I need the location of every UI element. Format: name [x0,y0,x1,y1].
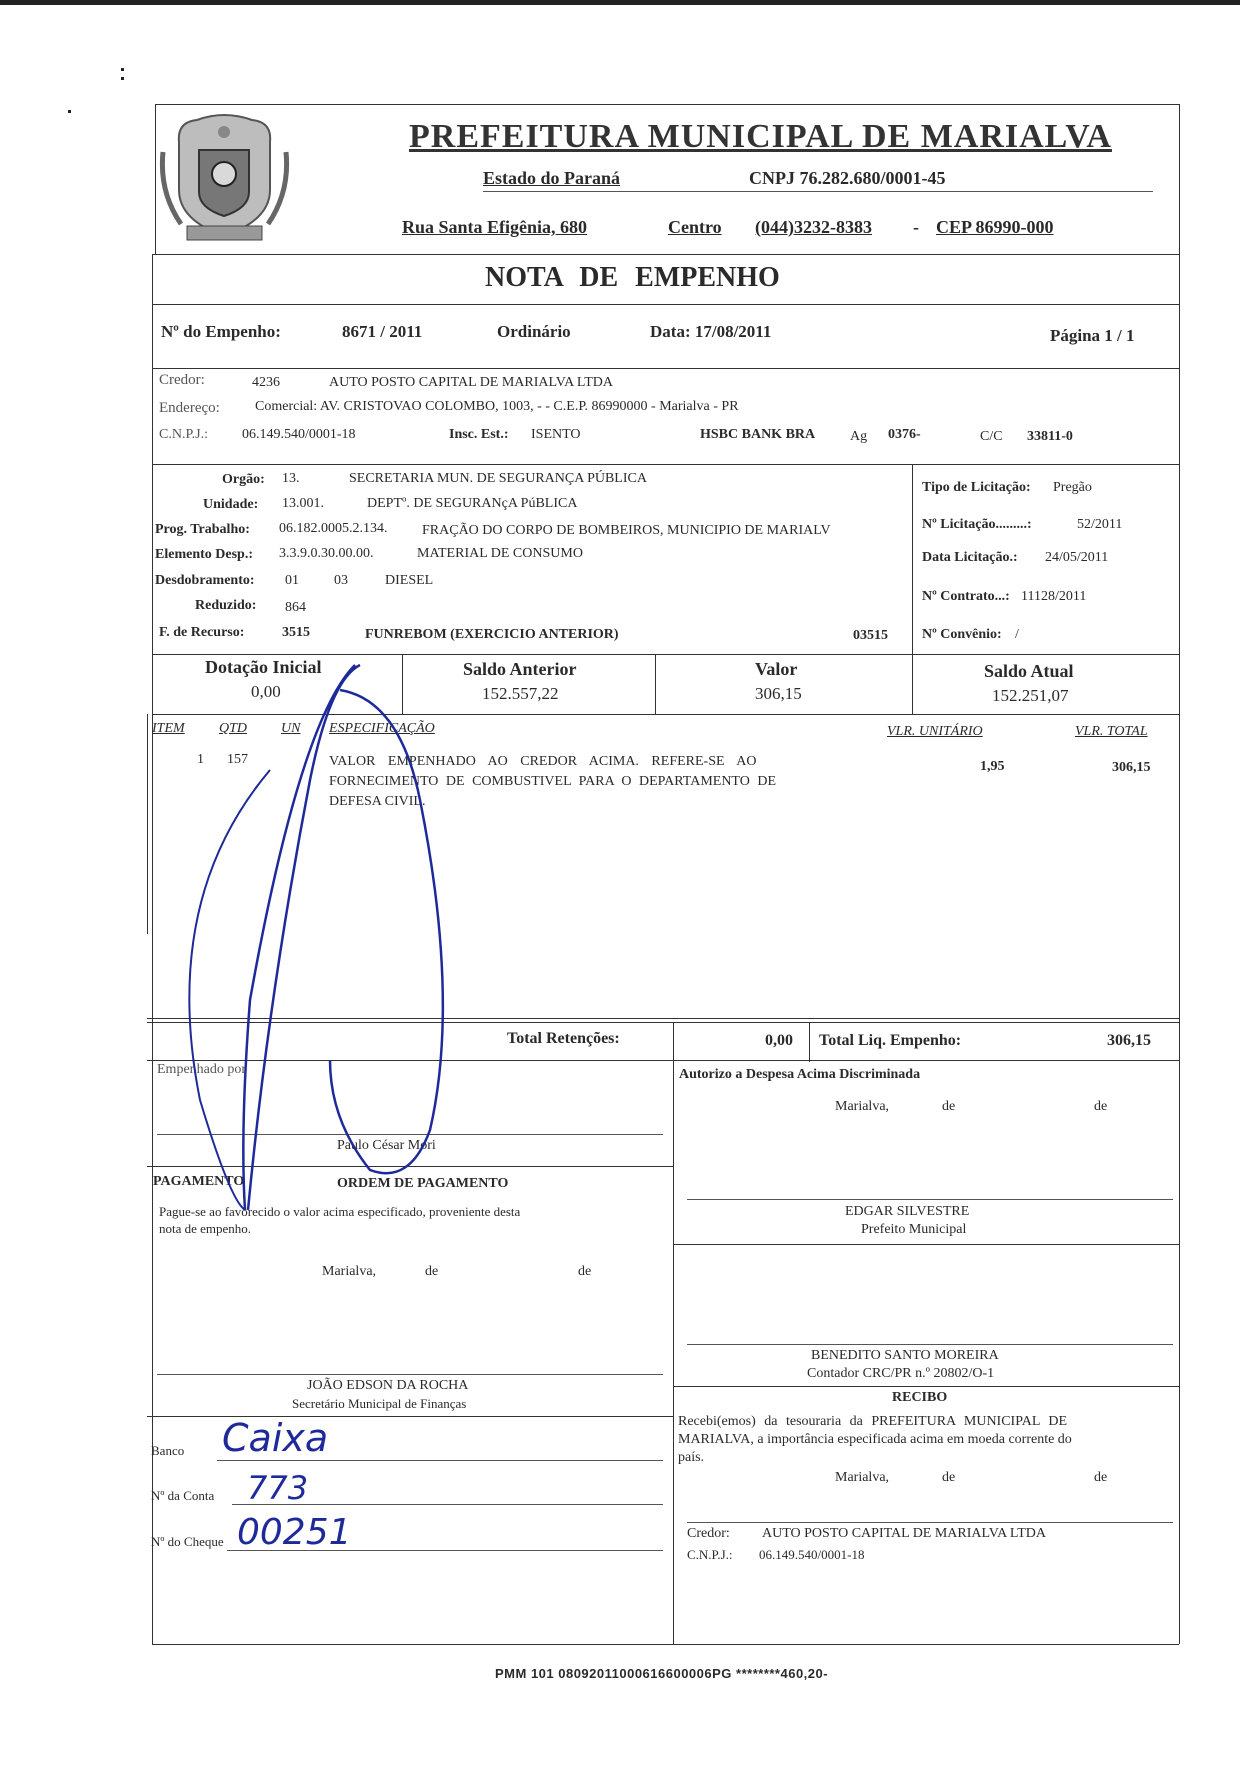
credor-name: AUTO POSTO CAPITAL DE MARIALVA LTDA [329,375,613,390]
credor-label: Credor: [159,372,205,388]
contador-role: Contador CRC/PR n.º 20802/O-1 [807,1366,995,1381]
footer-barcode-text: PMM 101 08092011000616600006PG ********460,20- [495,1666,829,1681]
reduzido-label: Reduzido: [195,598,257,613]
credor-code: 4236 [252,375,280,390]
prog-label: Prog. Trabalho: [155,522,250,537]
ag-label: Ag [850,429,868,444]
total-liq-value: 306,15 [1107,1032,1151,1049]
total-retencoes-label: Total Retenções: [507,1030,620,1047]
orgao-value: SECRETARIA MUN. DE SEGURANÇA PÚBLICA [349,471,647,486]
doc-title: NOTA DE EMPENHO [485,262,780,293]
col-vlr-unitario-header: VLR. UNITÁRIO [887,724,983,739]
header-cnpj: CNPJ 76.282.680/0001-45 [749,168,946,188]
header-dash: - [913,217,919,237]
tipo-licitacao-label: Tipo de Licitação: [922,480,1031,495]
desd-label: Desdobramento: [155,573,255,588]
autorizo-de: de [1094,1099,1108,1114]
contador-name: BENEDITO SANTO MOREIRA [811,1348,999,1363]
col-item-header: ITEM [152,721,185,736]
recibo-text: país. [678,1450,705,1465]
pagamento-de: de [425,1264,439,1279]
endereco-value: Comercial: AV. CRISTOVAO COLOMBO, 1003, - - C.E.P. 86990000 - Marialva - PR [255,399,739,414]
cnpj-value: 06.149.540/0001-18 [242,427,356,442]
secretario-name: JOÃO EDSON DA ROCHA [307,1378,469,1393]
n-licitacao-value: 52/2011 [1077,517,1123,532]
recurso-value: FUNREBOM (EXERCICIO ANTERIOR) [365,627,619,642]
empenho-number-label: Nº do Empenho: [161,322,281,341]
recibo-credor-label: Credor: [687,1526,730,1541]
recurso-code-2: 03515 [853,628,888,643]
header-phone: (044)3232-8383 [755,217,872,237]
cc-label: C/C [980,429,1003,444]
dotacao-inicial-value: 0,00 [251,682,281,701]
autorizo-de: de [942,1099,956,1114]
header-address: Rua Santa Efigênia, 680 [402,217,588,237]
recibo-text: Recebi(emos) da tesouraria da PREFEITURA MUNICIPAL DE [678,1414,1068,1429]
endereco-label: Endereço: [159,400,220,416]
pagamento-text: nota de empenho. [159,1221,252,1236]
banco-label: Banco [151,1443,185,1458]
cnpj-label: C.N.P.J.: [159,427,209,442]
desd-a: 01 [285,573,299,588]
autorizo-label: Autorizo a Despesa Acima Discriminada [679,1067,921,1082]
saldo-atual-value: 152.251,07 [992,686,1069,705]
item-spec-line: FORNECIMENTO DE COMBUSTIVEL PARA O DEPARTAMENTO DE [329,774,777,789]
n-licitacao-label: Nº Licitação.........: [922,517,1032,532]
orgao-code: 13. [282,471,300,486]
header-state: Estado do Paraná [483,168,621,188]
data-licitacao-value: 24/05/2011 [1045,550,1109,565]
prog-code: 06.182.0005.2.134. [279,521,388,536]
orgao-label: Orgão: [222,472,265,487]
item-spec-line: DEFESA CIVIL. [329,794,426,809]
cheque-label: Nº do Cheque [151,1534,224,1549]
elem-code: 3.3.9.0.30.00.00. [279,546,374,561]
col-vlr-total-header: VLR. TOTAL [1075,724,1148,739]
recibo-cnpj-label: C.N.P.J.: [687,1547,733,1562]
pagamento-label: PAGAMENTO [153,1174,245,1189]
empenhado-por-name: Paulo César Mori [337,1138,436,1153]
pagamento-text: Pague-se ao favorecido o valor acima especificado, proveniente desta [159,1204,521,1219]
desd-b: 03 [334,573,348,588]
recibo-title: RECIBO [892,1390,948,1405]
ag-value: 0376- [888,427,921,442]
insc-label: Insc. Est.: [449,427,509,442]
empenho-kind: Ordinário [497,322,571,341]
empenho-page: Página 1 / 1 [1050,326,1135,345]
insc-value: ISENTO [531,427,581,442]
autorizo-city: Marialva, [835,1099,890,1114]
pagamento-city: Marialva, [322,1264,377,1279]
empenho-date: Data: 17/08/2011 [650,322,772,341]
dotacao-inicial-label: Dotação Inicial [205,657,322,677]
header-cep: CEP 86990-000 [936,217,1054,237]
prefeito-name: EDGAR SILVESTRE [845,1204,970,1219]
ordem-pagamento-title: ORDEM DE PAGAMENTO [337,1176,509,1191]
elem-value: MATERIAL DE CONSUMO [417,546,583,561]
item-qtd: 157 [227,752,248,767]
item-vlr-unitario: 1,95 [980,759,1005,774]
recibo-de: de [942,1470,956,1485]
n-convenio-label: Nº Convênio: [922,627,1002,642]
recibo-city: Marialva, [835,1470,890,1485]
valor-value: 306,15 [755,684,802,703]
item-number: 1 [197,752,204,767]
saldo-anterior-label: Saldo Anterior [463,659,577,679]
cheque-value: 00251 [237,1512,352,1553]
n-contrato-label: Nº Contrato...: [922,589,1010,604]
col-un-header: UN [281,721,301,736]
col-qtd-header: QTD [219,721,248,736]
data-licitacao-label: Data Licitação.: [922,550,1018,565]
tipo-licitacao-value: Pregão [1053,480,1092,495]
item-vlr-total: 306,15 [1112,760,1151,775]
item-spec-line: VALOR EMPENHADO AO CREDOR ACIMA. REFERE-SE AO [329,754,757,769]
prog-value: FRAÇÃO DO CORPO DE BOMBEIROS, MUNICIPIO DE MARIALV [422,523,831,538]
banco-value: Caixa [222,1416,329,1460]
recibo-credor-value: AUTO POSTO CAPITAL DE MARIALVA LTDA [762,1526,1046,1541]
unidade-label: Unidade: [203,497,259,512]
unidade-value: DEPTº. DE SEGURANçA PúBLICA [367,496,578,511]
col-especificacao-header: ESPECIFICAÇÃO [329,721,435,736]
bank-name: HSBC BANK BRA [700,427,816,442]
cc-value: 33811-0 [1027,429,1073,444]
total-retencoes-value: 0,00 [765,1032,793,1049]
empenhado-por-label: Empenhado por [157,1062,247,1077]
total-liq-label: Total Liq. Empenho: [819,1032,962,1049]
header-district: Centro [668,217,722,237]
n-convenio-value: / [1015,627,1019,642]
valor-label: Valor [755,659,798,679]
header-title: PREFEITURA MUNICIPAL DE MARIALVA [409,118,1112,155]
elem-label: Elemento Desp.: [155,547,253,562]
recurso-code: 3515 [282,625,310,640]
saldo-anterior-value: 152.557,22 [482,684,559,703]
recibo-cnpj-value: 06.149.540/0001-18 [759,1547,865,1562]
secretario-role: Secretário Municipal de Finanças [292,1396,467,1411]
recurso-label: F. de Recurso: [159,625,245,640]
pagamento-de: de [578,1264,592,1279]
recibo-de: de [1094,1470,1108,1485]
n-contrato-value: 11128/2011 [1021,589,1087,604]
desd-value: DIESEL [385,573,434,588]
saldo-atual-label: Saldo Atual [984,661,1074,681]
conta-label: Nº da Conta [151,1488,215,1503]
reduzido-value: 864 [285,600,306,615]
conta-value: 773 [247,1469,309,1507]
recibo-text: MARIALVA, a importância especificada acima em moeda corrente do [678,1432,1072,1447]
prefeito-role: Prefeito Municipal [861,1222,967,1237]
empenho-number: 8671 / 2011 [342,322,423,341]
unidade-code: 13.001. [282,496,324,511]
